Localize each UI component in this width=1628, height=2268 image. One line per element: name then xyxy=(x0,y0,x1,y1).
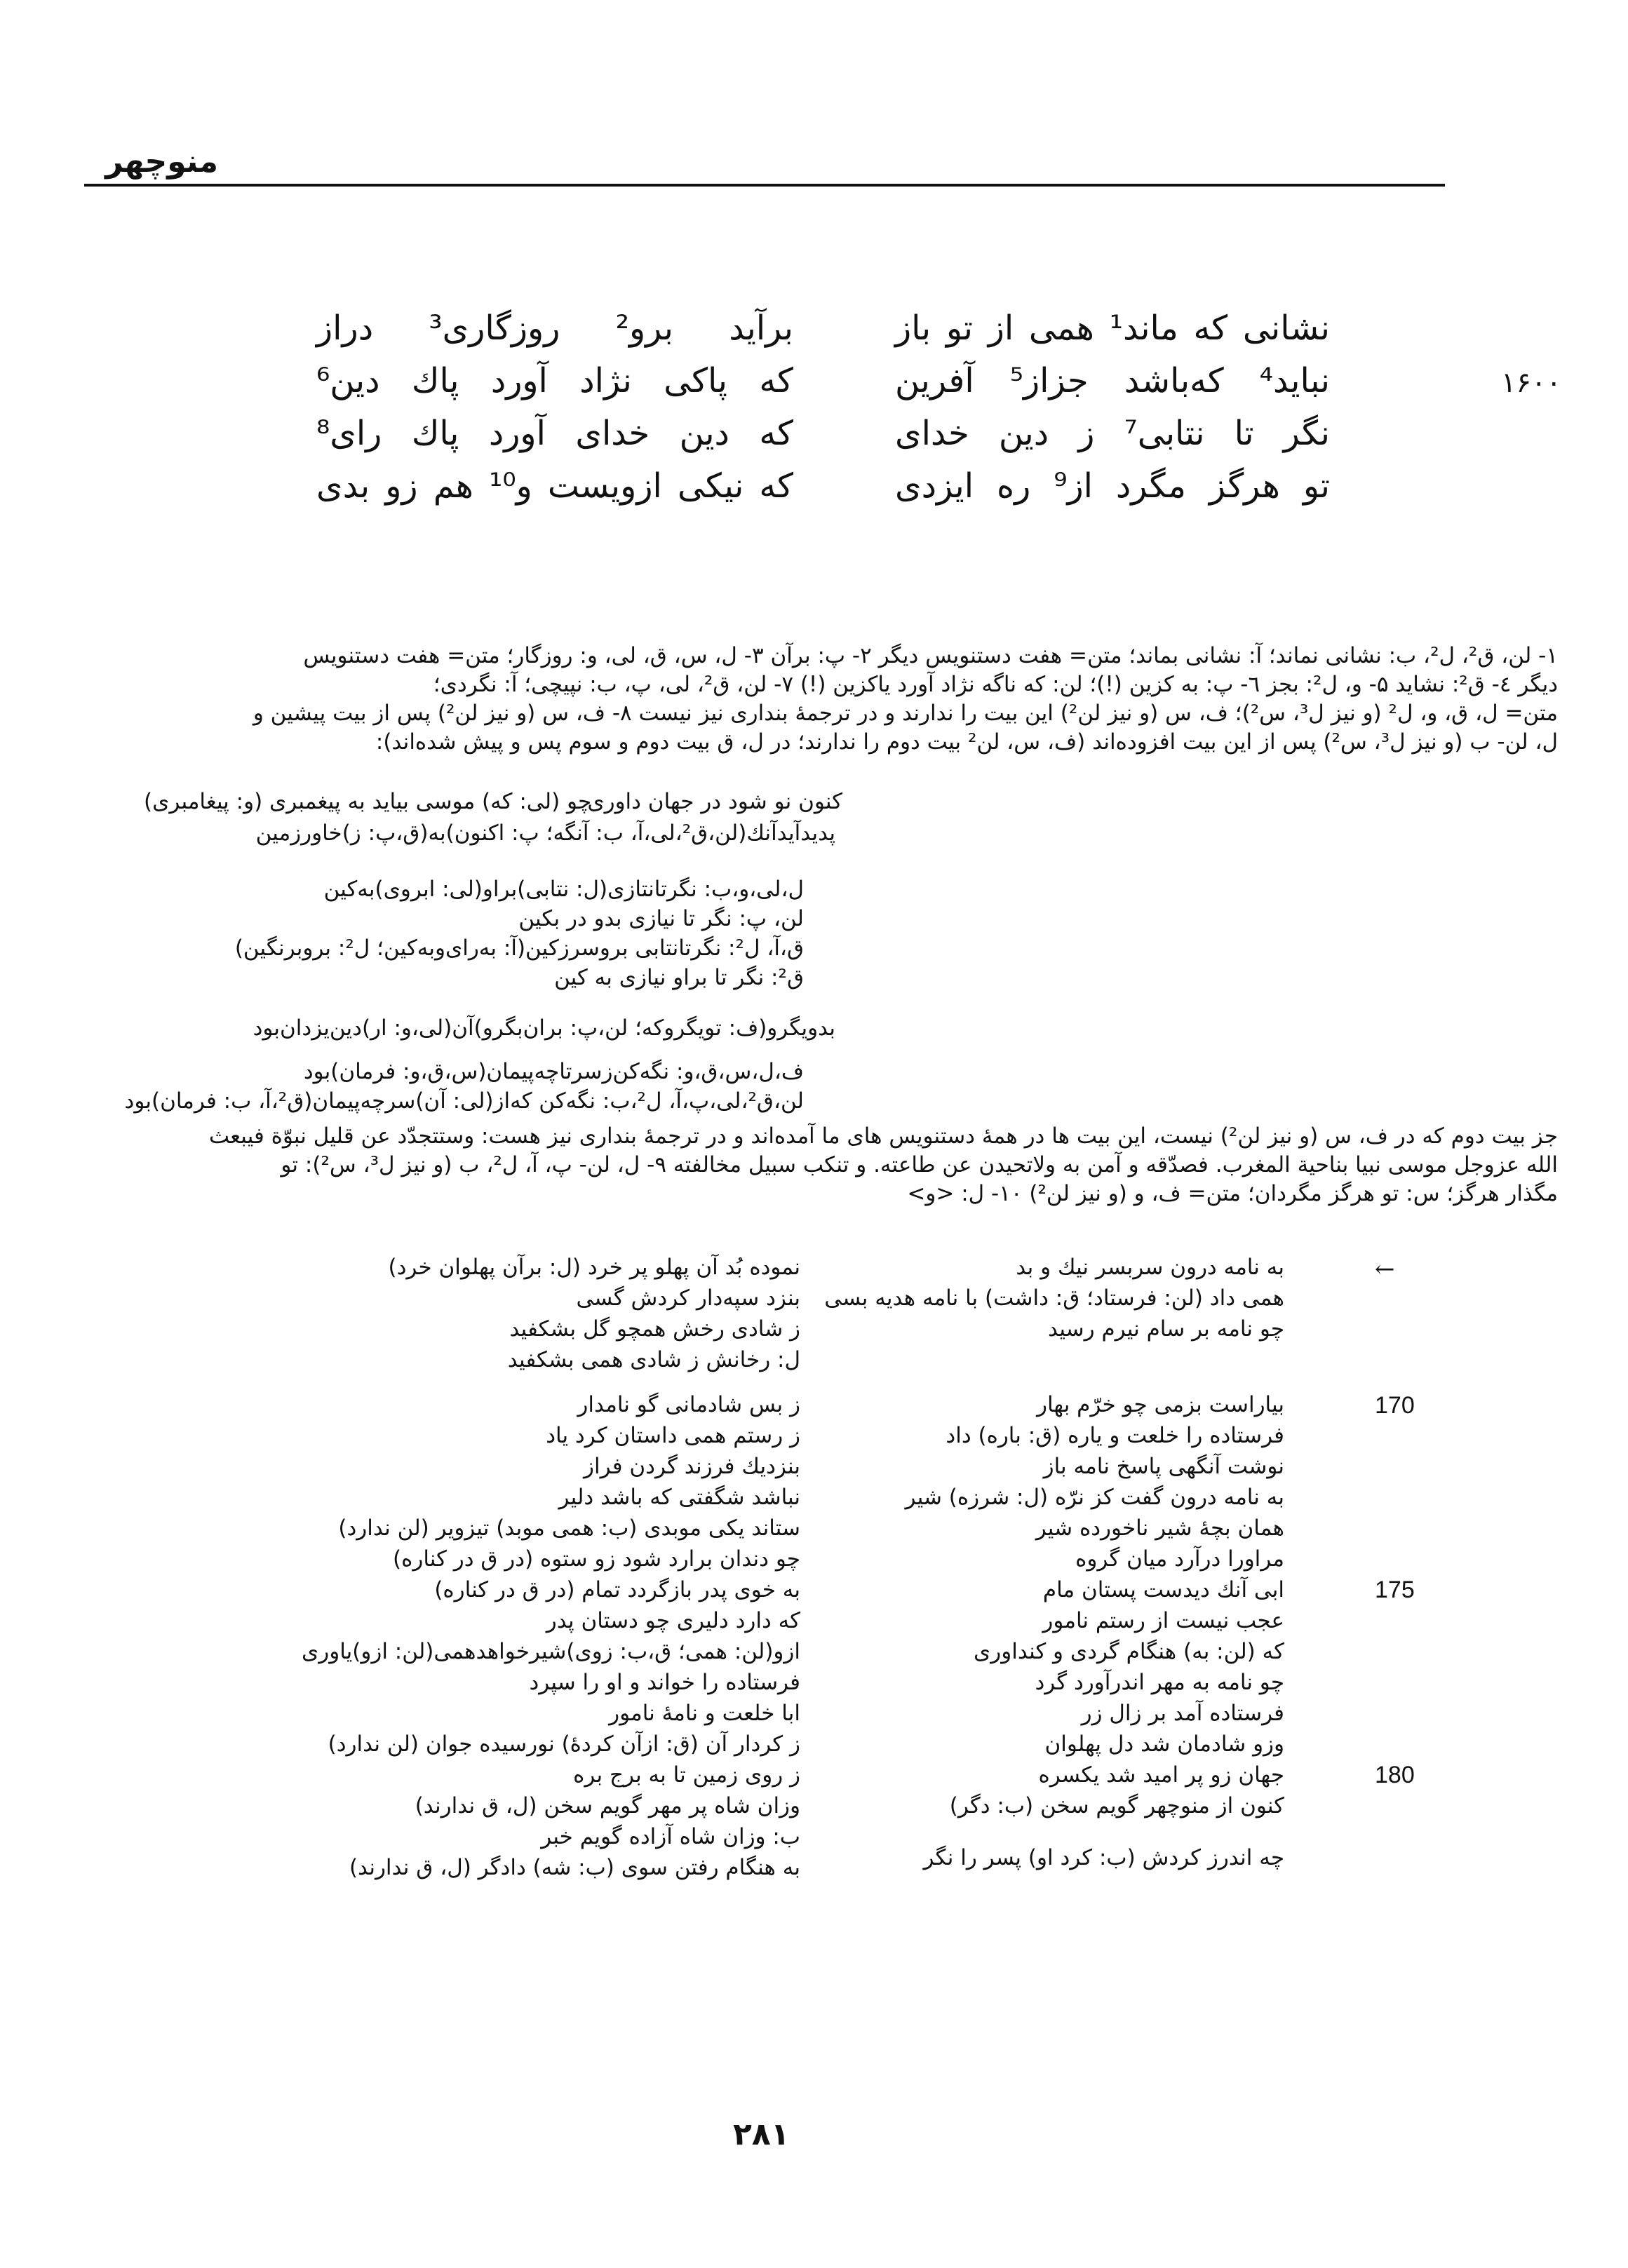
hemistich: که (لن: به) هنگام گردی و کنداوری xyxy=(974,1639,1284,1664)
hemistich-left: که دین خدای آورد پاك رای⁸ xyxy=(316,414,793,453)
line-number: 170 xyxy=(1375,1392,1415,1419)
hemistich: ب: وزان شاه آزاده گویم خبر xyxy=(541,1824,800,1849)
hemistich: که دارد دلیری چو دستان پدر xyxy=(546,1608,800,1633)
variant-line: ف،ل،س،ق،و: نگه‌کن‌زسرتاچه‌پیمان(س،ق،و: فرمان)بود xyxy=(303,1059,804,1084)
running-head-title: منوچهر xyxy=(105,144,218,180)
hemistich: فرستاده را خواند و او را سپرد xyxy=(529,1670,800,1695)
line-number: 175 xyxy=(1375,1577,1415,1603)
verse-row xyxy=(0,414,1628,470)
hemistich: وزو شادمان شد دل پهلوان xyxy=(1044,1732,1284,1757)
hemistich: فرستاده را خلعت و یاره (ق: باره) داد xyxy=(946,1423,1284,1448)
variant-line: ق²: نگر تا براو نیازی به کین xyxy=(554,965,804,990)
hemistich: ز رستم همی داستان کرد یاد xyxy=(546,1423,800,1448)
footnote-line: دیگر ٤- ق²: نشاید ۵- و، ل²: بجز ٦- پ: به کزین (!)؛ لن: که ناگه نژاد آورد یاکزین (!) ۷- لن، ق²، لی، پ، ب: نپیچی؛ آ: نگردی؛ xyxy=(433,672,1558,697)
hemistich: چو نامه بر سام نیرم رسید xyxy=(1048,1316,1284,1342)
hemistich: چو نامه به مهر اندرآورد گرد xyxy=(1035,1670,1284,1695)
hemistich: جهان زو پر امید شد یکسره xyxy=(1038,1762,1284,1788)
footnote-line: جز بیت دوم که در ف، س (و نیز لن²) نیست، این بیت ها در همهٔ دستنویس های ما آمده‌اند و در ترجمهٔ بنداری نیز هست: وستتجدّد عن قلیل نبوّة فیبعث xyxy=(208,1123,1558,1149)
hemistich-right: نباید⁴ که‌باشد جزاز⁵ آفرین xyxy=(895,361,1331,400)
poem-column-left xyxy=(302,1252,800,1883)
footnote-line: ۱- لن، ق²، ل²، ب: نشانی نماند؛ آ: نشانی بماند؛ متن= هفت دستنویس دیگر ۲- پ: برآن ۳- ل، س، ق، لی، و: روزگار؛ متن= هفت دستنویس xyxy=(303,643,1558,668)
hemistich-left: برآید برو² روزگاری³ دراز xyxy=(316,309,794,348)
footnote-line: ل، لن- ب (و نیز ل³، س²) پس از این بیت افزوده‌اند (ف، س، لن² بیت دوم را ندارند؛ در ل، ق بیت دوم و سوم پس و پیش شده‌اند): xyxy=(375,729,1558,755)
hemistich: ز کردار آن (ق: ازآن کردهٔ) نورسیده جوان (لن ندارد) xyxy=(328,1732,800,1757)
variant-hemistich-right: کنون نو شود در جهان داوری xyxy=(587,789,842,814)
hemistich: بنزدیك فرزند گردن فراز xyxy=(584,1454,800,1479)
hemistich: ستاند یکی موبدی (ب: همی موبد) تیزویر (لن ندارد) xyxy=(338,1516,800,1541)
variant-line: لن،ق²،لی،پ،آ، ل²،ب: نگه‌کن که‌از(لی: آن)سرچه‌پیمان(ق²،آ، ب: فرمان)بود xyxy=(124,1088,804,1114)
hemistich: وزان شاه پر مهر گویم سخن (ل، ق ندارند) xyxy=(415,1793,800,1818)
hemistich: بیاراست بزمی چو خرّم بهار xyxy=(1037,1392,1284,1417)
hemistich: به نامه درون گفت کز نرّه (ل: شرزه) شیر xyxy=(905,1485,1284,1510)
variant-line: ل،لی،و،ب: نگرتانتازی(ل: نتابی)براو(لی: ابروی)به‌کین xyxy=(323,877,804,902)
variant-line: پدیدآیدآنك(لن،ق²،لی،آ، ب: آنگه؛ پ: اکنون)به(ق،پ: ز)خاورزمین xyxy=(255,821,835,846)
line-number: 180 xyxy=(1375,1762,1415,1788)
page-number: ۲۸۱ xyxy=(733,2117,790,2152)
hemistich: بنزد سپه‌دار کردش گسی xyxy=(576,1285,800,1311)
hemistich: به نامه درون سربسر نیك و بد xyxy=(1016,1255,1284,1280)
hemistich xyxy=(877,1344,1284,1375)
hemistich-left: که نیکی ازویست و¹⁰ هم زو بدی xyxy=(316,466,794,506)
hemistich: فرستاده آمد بر زال زر xyxy=(1081,1701,1284,1726)
footnote-line: مگذار هرگز؛ س: تو هرگز مگردان؛ متن= ف، و (و نیز لن²) ۱۰- ل: <و> xyxy=(907,1181,1558,1206)
hemistich: چو دندان برارد شود زو ستوه (در ق در کناره) xyxy=(393,1546,800,1572)
hemistich: ابی آنك دیدست پستان مام xyxy=(1042,1577,1284,1602)
hemistich-right: نشانی که ماند¹ همی از تو باز xyxy=(895,309,1330,348)
verse-number: ۱۶۰۰ xyxy=(1501,367,1561,399)
header-rule xyxy=(84,184,1445,187)
footnotes-block-2 xyxy=(78,1122,1558,1208)
hemistich-right: تو هرگز مگرد از⁹ ره ایزدی xyxy=(895,466,1330,506)
hemistich: نوشت آنگهی پاسخ نامه باز xyxy=(1043,1454,1284,1479)
hemistich: ازو(لن: همی؛ ق،ب: زوی)شیرخواهدهمی(لن: ازو)یاوری xyxy=(302,1639,800,1664)
poem-column-right xyxy=(824,1252,1284,1873)
verse-row xyxy=(0,361,1628,417)
hemistich: ز روی زمین تا به برج بره xyxy=(573,1762,800,1788)
variant-line: لن، پ: نگر تا نیازی بدو در بکین xyxy=(518,906,804,931)
hemistich: ز شادی رخش همچو گل بشکفید xyxy=(509,1316,800,1342)
hemistich: عجب نیست از رستم نامور xyxy=(1042,1608,1284,1633)
continuation-arrow-icon: ← xyxy=(1375,1255,1395,1283)
hemistich: مراورا درآرد میان گروه xyxy=(1075,1546,1284,1572)
hemistich: ابا خلعت و نامهٔ نامور xyxy=(609,1701,800,1726)
hemistich: نموده بُد آن پهلو پر خرد (ل: برآن پهلوان خرد) xyxy=(388,1255,800,1280)
footnote-line: الله عزوجل موسی نبیا بناحیة المغرب. فصدّقه و آمن به ولاتحیدن عن طاعته. و تنکب سبیل مخالفته ۹- ل، لن- پ، آ، ل²، ب (و نیز ل³، س²): تو xyxy=(281,1152,1558,1177)
verse-row xyxy=(0,309,1628,365)
hemistich-right: نگر تا نتابی⁷ ز دین خدای xyxy=(895,414,1330,453)
hemistich: نباشد شگفتی که باشد دلیر xyxy=(558,1485,800,1510)
hemistich: همی داد (لن: فرستاد؛ ق: داشت) با نامه هدیه بسی xyxy=(824,1285,1284,1311)
variant-line: بدویگرو(ف: تویگروکه؛ لن،پ: بران‌بگرو)آن(لی،و: ار)دین‌یزدان‌بود xyxy=(253,1015,835,1041)
variant-hemistich-left-text: چو (لی: که) موسی بیاید به پیغمبری (و: پیغامبری) xyxy=(144,789,592,814)
hemistich: همان بچهٔ شیر ناخورده شیر xyxy=(1035,1516,1284,1541)
variant-line: ق،آ، ل²: نگرتانتابی بروسرزکین(آ: به‌رای‌وبه‌کین؛ ل²: بروبرنگین) xyxy=(234,936,804,961)
hemistich: چه اندرز کردش (ب: کرد او) پسر را نگر xyxy=(923,1845,1284,1870)
hemistich: کنون از منوچهر گویم سخن (ب: دگر) xyxy=(949,1793,1284,1818)
footnote-line: متن= ل، ق، و، ل² (و نیز ل³، س²)؛ ف، س (و نیز لن²) این بیت را ندارند و در ترجمهٔ بنداری نیز نیست ۸- ف، س (و نیز لن²) پس از بیت پیشین و xyxy=(253,701,1558,726)
hemistich: ل: رخانش ز شادی همی بشکفید xyxy=(507,1347,800,1372)
hemistich: به خوی پدر بازگردد تمام (در ق در کناره) xyxy=(434,1577,800,1602)
verse-row xyxy=(0,466,1628,522)
footnotes-block xyxy=(78,642,1558,757)
hemistich-left: که پاکی نژاد آورد پاك دین⁶ xyxy=(316,361,793,400)
hemistich: به هنگام رفتن سوی (ب: شه) دادگر (ل، ق ندارند) xyxy=(349,1855,800,1880)
hemistich: ز بس شادمانی گو نامدار xyxy=(577,1392,800,1417)
